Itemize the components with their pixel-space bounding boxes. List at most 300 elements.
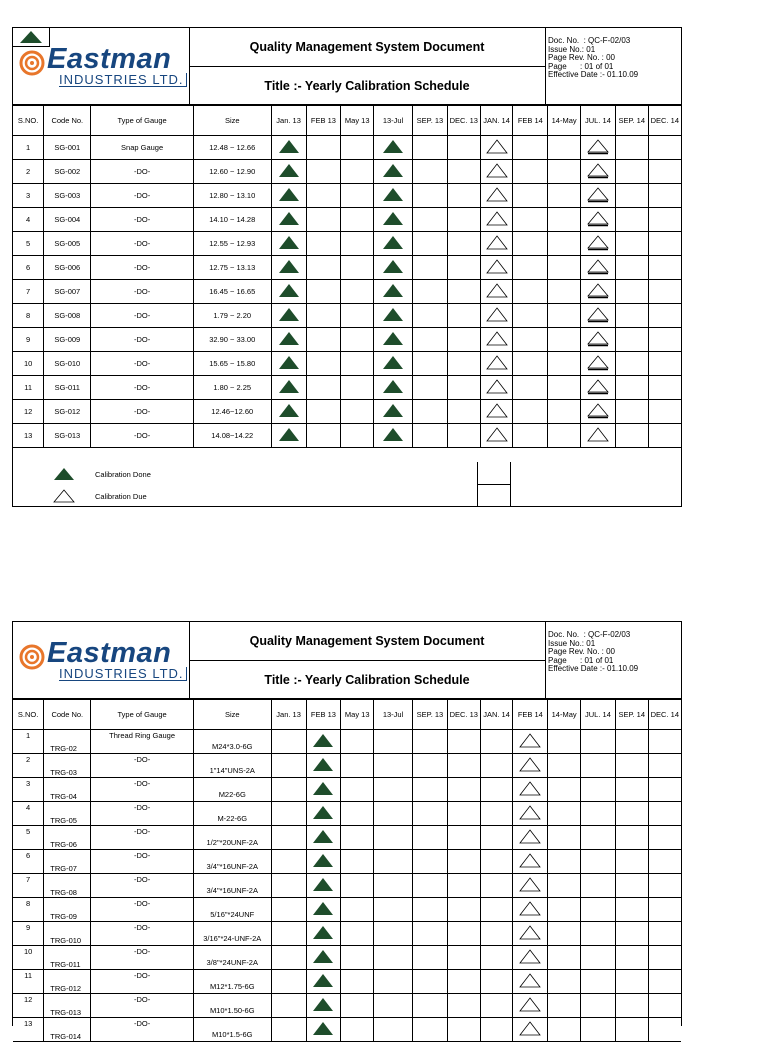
cell-month-mark (581, 850, 616, 874)
cell-month-mark (513, 376, 548, 400)
cell-month-mark (480, 280, 513, 304)
cell-month-mark (413, 136, 448, 160)
cell-month-mark (306, 826, 341, 850)
cell-month-mark (581, 754, 616, 778)
calibration-due-icon (519, 1021, 541, 1037)
cell-month-mark (548, 208, 581, 232)
calibration-due-icon (486, 403, 508, 419)
cell-type: -DO- (91, 304, 193, 328)
header-month: DEC. 14 (648, 106, 681, 136)
cell-size: 3/4"*16UNF-2A (193, 874, 271, 898)
cell-month-mark (548, 352, 581, 376)
table-row (13, 850, 681, 874)
cell-code: TRG-03 (44, 754, 91, 778)
cell-month-mark (271, 208, 306, 232)
cell-code: TRG-06 (44, 826, 91, 850)
cell-month-mark (615, 802, 648, 826)
cell-sno: 2 (13, 160, 44, 184)
cell-month-mark (581, 730, 616, 754)
cell-month-mark (615, 184, 648, 208)
cell-code: SG-009 (44, 328, 91, 352)
cell-month-mark (581, 256, 616, 280)
cell-month-mark (648, 970, 681, 994)
cell-month-mark (374, 778, 413, 802)
cell-month-mark (413, 922, 448, 946)
cell-sno: 3 (13, 184, 44, 208)
cell-month-mark (271, 802, 306, 826)
header-code: Code No. (44, 700, 91, 730)
cell-type: -DO- (91, 754, 193, 778)
cell-month-mark (413, 1018, 448, 1042)
header-month: FEB 13 (306, 106, 341, 136)
cell-month-mark (581, 778, 616, 802)
cell-month-mark (374, 874, 413, 898)
document-header (13, 622, 681, 699)
company-name: Eastman (47, 637, 172, 669)
cell-month-mark (513, 898, 548, 922)
cell-month-mark (513, 304, 548, 328)
calibration-done-icon (53, 467, 75, 481)
cell-month-mark (648, 994, 681, 1018)
cell-month-mark (374, 994, 413, 1018)
cell-month-mark (447, 778, 480, 802)
calibration-due-icon (587, 139, 609, 155)
cell-month-mark (480, 136, 513, 160)
calibration-done-icon (382, 331, 404, 347)
cell-month-mark (480, 970, 513, 994)
calibration-done-icon (382, 139, 404, 155)
calibration-done-icon (278, 403, 300, 419)
cell-month-mark (615, 994, 648, 1018)
cell-size: 12.55 ~ 12.93 (193, 232, 271, 256)
cell-type: -DO- (91, 232, 193, 256)
header-month: Jan. 13 (271, 106, 306, 136)
cell-sno: 12 (13, 400, 44, 424)
table-row (13, 232, 681, 256)
cell-month-mark (581, 826, 616, 850)
table-row (13, 874, 681, 898)
cell-month-mark (513, 400, 548, 424)
cell-month-mark (513, 802, 548, 826)
calibration-done-icon (382, 427, 404, 443)
cell-month-mark (548, 754, 581, 778)
calibration-due-icon (486, 283, 508, 299)
cell-month-mark (341, 352, 374, 376)
calibration-due-icon (519, 925, 541, 941)
cell-month-mark (447, 826, 480, 850)
cell-month-mark (306, 850, 341, 874)
cell-month-mark (374, 1018, 413, 1042)
calibration-done-icon (278, 307, 300, 323)
cell-type: -DO- (91, 280, 193, 304)
cell-sno: 8 (13, 898, 44, 922)
cell-month-mark (374, 424, 413, 448)
calibration-due-icon (486, 211, 508, 227)
cell-sno: 6 (13, 256, 44, 280)
header-month: JUL. 14 (581, 106, 616, 136)
cell-month-mark (648, 328, 681, 352)
cell-month-mark (648, 802, 681, 826)
cell-type: -DO- (91, 826, 193, 850)
cell-month-mark (306, 304, 341, 328)
cell-type: -DO- (91, 778, 193, 802)
cell-month-mark (480, 946, 513, 970)
table-row (13, 160, 681, 184)
table-row (13, 994, 681, 1018)
cell-month-mark (513, 946, 548, 970)
cell-month-mark (374, 946, 413, 970)
calibration-done-icon (278, 211, 300, 227)
cell-month-mark (648, 184, 681, 208)
cell-month-mark (271, 754, 306, 778)
cell-month-mark (548, 376, 581, 400)
cell-month-mark (341, 280, 374, 304)
cell-month-mark (648, 850, 681, 874)
calibration-due-icon (587, 427, 609, 443)
calibration-done-icon (312, 925, 334, 941)
cell-month-mark (306, 400, 341, 424)
header-month: JAN. 14 (480, 700, 513, 730)
cell-size: 1"14"UNS-2A (193, 754, 271, 778)
calibration-done-icon (278, 187, 300, 203)
cell-month-mark (271, 994, 306, 1018)
cell-code: SG-007 (44, 280, 91, 304)
header-code: Code No. (44, 106, 91, 136)
cell-month-mark (513, 754, 548, 778)
calibration-due-icon (486, 259, 508, 275)
document-info: Doc. No. : QC-F-02/03 Issue No.: 01 Page Rev. No. : 00 Page : 01 of 01 Effective Date :- 01.10.09 (545, 28, 681, 104)
calibration-done-icon (312, 829, 334, 845)
cell-size: 15.65 ~ 15.80 (193, 352, 271, 376)
calibration-due-icon (486, 331, 508, 347)
cell-month-mark (615, 232, 648, 256)
cell-month-mark (374, 160, 413, 184)
cell-size: 1.79 ~ 2.20 (193, 304, 271, 328)
cell-month-mark (447, 730, 480, 754)
cell-month-mark (341, 136, 374, 160)
cell-size: M22-6G (193, 778, 271, 802)
cell-month-mark (513, 136, 548, 160)
cell-month-mark (648, 922, 681, 946)
cell-month-mark (413, 754, 448, 778)
cell-month-mark (581, 376, 616, 400)
cell-month-mark (548, 304, 581, 328)
calibration-due-icon (486, 187, 508, 203)
cell-month-mark (648, 376, 681, 400)
cell-size: M-22-6G (193, 802, 271, 826)
cell-month-mark (271, 922, 306, 946)
cell-month-mark (513, 850, 548, 874)
table-row (13, 280, 681, 304)
calibration-done-icon (278, 283, 300, 299)
cell-month-mark (581, 922, 616, 946)
header-month: JAN. 14 (480, 106, 513, 136)
cell-month-mark (648, 232, 681, 256)
cell-month-mark (374, 280, 413, 304)
calibration-done-icon (382, 379, 404, 395)
header-month: May 13 (341, 106, 374, 136)
calibration-due-icon (587, 163, 609, 179)
calibration-done-icon (312, 781, 334, 797)
cell-month-mark (374, 232, 413, 256)
cell-sno: 4 (13, 208, 44, 232)
calibration-done-icon (382, 403, 404, 419)
cell-month-mark (648, 256, 681, 280)
cell-month-mark (447, 136, 480, 160)
cell-month-mark (341, 304, 374, 328)
calibration-due-icon (486, 163, 508, 179)
cell-month-mark (413, 826, 448, 850)
calibration-due-icon (587, 211, 609, 227)
cell-month-mark (374, 184, 413, 208)
cell-month-mark (447, 754, 480, 778)
cell-month-mark (513, 424, 548, 448)
cell-month-mark (447, 280, 480, 304)
cell-month-mark (648, 754, 681, 778)
calibration-due-icon (587, 355, 609, 371)
cell-month-mark (447, 850, 480, 874)
cell-month-mark (615, 352, 648, 376)
cell-month-mark (648, 208, 681, 232)
calibration-done-icon (312, 733, 334, 749)
cell-type: Thread Ring Gauge (91, 730, 193, 754)
calibration-due-icon (486, 139, 508, 155)
cell-month-mark (648, 280, 681, 304)
cell-month-mark (581, 208, 616, 232)
schedule-title: Title :- Yearly Calibration Schedule (264, 673, 470, 687)
cell-month-mark (548, 256, 581, 280)
cell-type: -DO- (91, 994, 193, 1018)
cell-size: 3/16"*24-UNF-2A (193, 922, 271, 946)
cell-month-mark (374, 304, 413, 328)
calibration-due-icon (519, 733, 541, 749)
cell-sno: 11 (13, 376, 44, 400)
header-month: SEP. 14 (615, 700, 648, 730)
cell-month-mark (413, 730, 448, 754)
cell-sno: 10 (13, 352, 44, 376)
calibration-done-icon (312, 997, 334, 1013)
cell-month-mark (374, 970, 413, 994)
legend-due-label: Calibration Due (95, 491, 147, 501)
cell-month-mark (306, 352, 341, 376)
cell-month-mark (615, 1018, 648, 1042)
cell-month-mark (306, 256, 341, 280)
cell-month-mark (341, 754, 374, 778)
cell-month-mark (341, 778, 374, 802)
cell-month-mark (341, 802, 374, 826)
cell-sno: 7 (13, 874, 44, 898)
cell-month-mark (374, 730, 413, 754)
header-month: SEP. 14 (615, 106, 648, 136)
cell-month-mark (413, 970, 448, 994)
cell-month-mark (271, 424, 306, 448)
calibration-done-icon (278, 379, 300, 395)
cell-month-mark (480, 730, 513, 754)
cell-month-mark (447, 874, 480, 898)
cell-month-mark (513, 328, 548, 352)
cell-month-mark (447, 400, 480, 424)
cell-month-mark (271, 946, 306, 970)
cell-type: -DO- (91, 898, 193, 922)
cell-month-mark (513, 994, 548, 1018)
cell-month-mark (306, 376, 341, 400)
cell-month-mark (447, 898, 480, 922)
cell-month-mark (341, 898, 374, 922)
cell-month-mark (480, 802, 513, 826)
cell-month-mark (648, 898, 681, 922)
cell-month-mark (413, 352, 448, 376)
cell-month-mark (513, 778, 548, 802)
header-month: May 13 (341, 700, 374, 730)
cell-month-mark (447, 946, 480, 970)
header-month: 14-May (548, 700, 581, 730)
calibration-done-icon (312, 757, 334, 773)
cell-month-mark (615, 970, 648, 994)
cell-month-mark (615, 424, 648, 448)
cell-month-mark (306, 232, 341, 256)
header-month: SEP. 13 (413, 106, 448, 136)
cell-month-mark (306, 994, 341, 1018)
cell-month-mark (480, 160, 513, 184)
calibration-due-icon (519, 781, 541, 797)
cell-month-mark (271, 160, 306, 184)
cell-month-mark (615, 754, 648, 778)
cell-month-mark (648, 352, 681, 376)
cell-month-mark (271, 136, 306, 160)
cell-month-mark (341, 328, 374, 352)
cell-code: TRG-09 (44, 898, 91, 922)
cell-month-mark (480, 400, 513, 424)
cell-sno: 10 (13, 946, 44, 970)
cell-month-mark (548, 826, 581, 850)
cell-month-mark (341, 970, 374, 994)
cell-month-mark (306, 136, 341, 160)
cell-month-mark (271, 184, 306, 208)
cell-code: SG-013 (44, 424, 91, 448)
cell-month-mark (581, 424, 616, 448)
calibration-sheet-2 (12, 621, 682, 1041)
calibration-due-icon (53, 489, 75, 503)
cell-type: -DO- (91, 400, 193, 424)
cell-month-mark (341, 184, 374, 208)
cell-size: 12.75 ~ 13.13 (193, 256, 271, 280)
calibration-due-icon (486, 379, 508, 395)
cell-size: 12.60 ~ 12.90 (193, 160, 271, 184)
calibration-done-icon (382, 211, 404, 227)
cell-sno: 1 (13, 730, 44, 754)
header-month: FEB 14 (513, 106, 548, 136)
cell-month-mark (648, 1018, 681, 1042)
header-month: DEC. 14 (648, 700, 681, 730)
company-subname: INDUSTRIES LTD. (59, 667, 187, 681)
table-row (13, 730, 681, 754)
cell-month-mark (413, 850, 448, 874)
cell-code: TRG-014 (44, 1018, 91, 1042)
cell-code: SG-012 (44, 400, 91, 424)
cell-month-mark (447, 424, 480, 448)
cell-sno: 9 (13, 922, 44, 946)
header-month: DEC. 13 (447, 106, 480, 136)
cell-month-mark (374, 376, 413, 400)
cell-month-mark (480, 922, 513, 946)
cell-month-mark (413, 874, 448, 898)
cell-month-mark (413, 376, 448, 400)
cell-month-mark (271, 874, 306, 898)
cell-month-mark (513, 160, 548, 184)
cell-month-mark (581, 1018, 616, 1042)
legend (13, 462, 681, 506)
calibration-due-icon (587, 235, 609, 251)
cell-month-mark (548, 778, 581, 802)
cell-month-mark (548, 874, 581, 898)
cell-month-mark (413, 256, 448, 280)
cell-sno: 11 (13, 970, 44, 994)
calibration-table (13, 105, 681, 448)
cell-month-mark (581, 328, 616, 352)
company-subname: INDUSTRIES LTD. (59, 73, 187, 87)
calibration-done-icon (382, 259, 404, 275)
cell-month-mark (513, 922, 548, 946)
cell-month-mark (306, 280, 341, 304)
calibration-done-icon (312, 1021, 334, 1037)
cell-month-mark (306, 874, 341, 898)
calibration-done-icon (278, 139, 300, 155)
cell-month-mark (447, 970, 480, 994)
cell-month-mark (306, 1018, 341, 1042)
cell-month-mark (480, 850, 513, 874)
cell-month-mark (581, 898, 616, 922)
cell-code: TRG-012 (44, 970, 91, 994)
cell-month-mark (306, 208, 341, 232)
cell-month-mark (413, 898, 448, 922)
cell-month-mark (548, 730, 581, 754)
cell-month-mark (306, 778, 341, 802)
cell-month-mark (447, 1018, 480, 1042)
cell-month-mark (306, 898, 341, 922)
cell-month-mark (480, 826, 513, 850)
cell-type: -DO- (91, 922, 193, 946)
calibration-due-icon (587, 283, 609, 299)
calibration-done-icon (278, 427, 300, 443)
cell-month-mark (413, 802, 448, 826)
cell-month-mark (480, 424, 513, 448)
cell-month-mark (581, 184, 616, 208)
cell-month-mark (271, 400, 306, 424)
cell-month-mark (447, 256, 480, 280)
cell-sno: 2 (13, 754, 44, 778)
cell-month-mark (548, 922, 581, 946)
cell-sno: 8 (13, 304, 44, 328)
table-row (13, 754, 681, 778)
cell-month-mark (615, 850, 648, 874)
cell-sno: 5 (13, 826, 44, 850)
cell-month-mark (480, 1018, 513, 1042)
calibration-table (13, 699, 681, 1042)
cell-code: TRG-013 (44, 994, 91, 1018)
cell-type: -DO- (91, 376, 193, 400)
cell-size: 14.08~14.22 (193, 424, 271, 448)
calibration-done-icon (382, 355, 404, 371)
cell-type: -DO- (91, 946, 193, 970)
cell-sno: 13 (13, 1018, 44, 1042)
cell-month-mark (648, 400, 681, 424)
cell-type: -DO- (91, 328, 193, 352)
cell-month-mark (341, 424, 374, 448)
cell-size: 12.80 ~ 13.10 (193, 184, 271, 208)
calibration-due-icon (519, 757, 541, 773)
cell-month-mark (480, 994, 513, 1018)
calibration-done-icon (312, 853, 334, 869)
